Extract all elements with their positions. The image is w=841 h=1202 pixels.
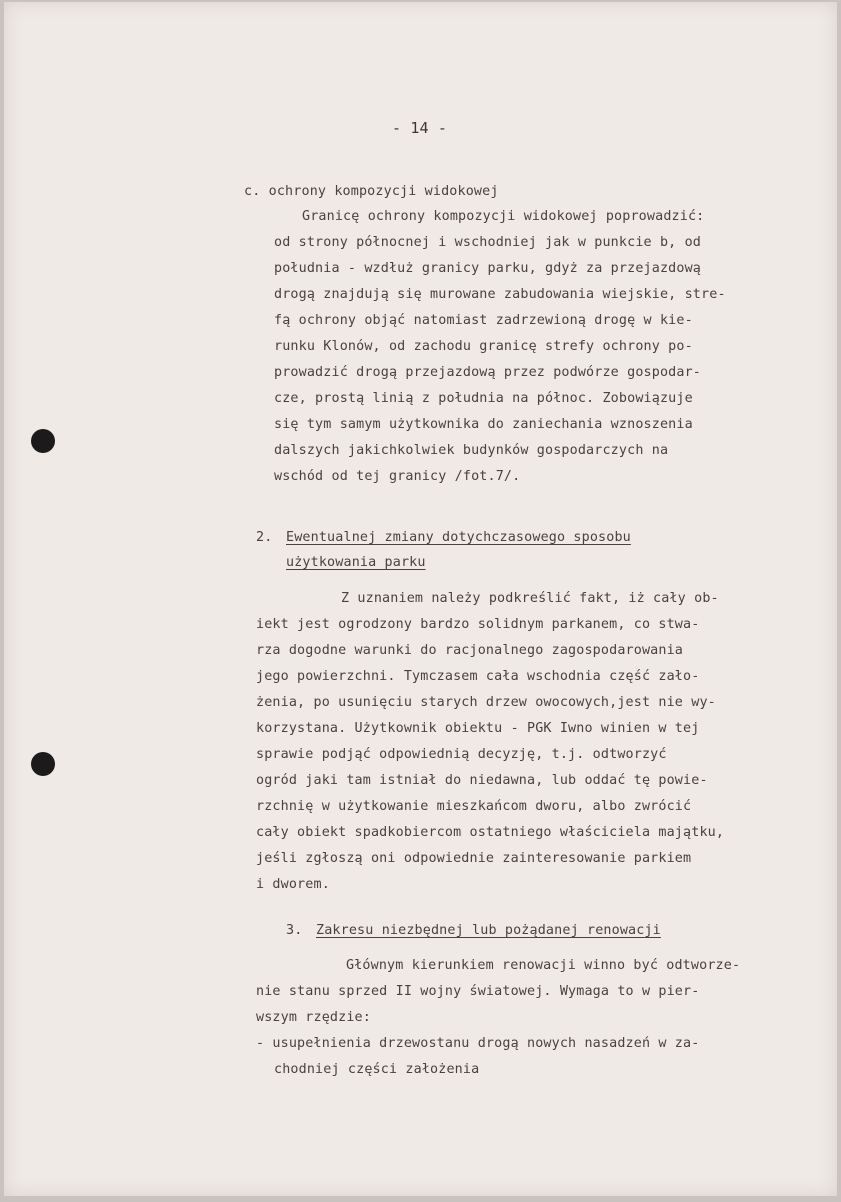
section-2-line: sprawie podjąć odpowiednią decyzję, t.j. odtworzyć [256,747,667,762]
section-3-line: nie stanu sprzed II wojny światowej. Wymaga to w pier- [256,984,700,999]
section-c-line: Granicę ochrony kompozycji widokowej poprowadzić: [302,209,705,224]
section-c-line: wschód od tej granicy /fot.7/. [274,469,521,484]
section-2-line: ogród jaki tam istniał do niedawna, lub oddać tę powie- [256,773,708,788]
punch-hole-upper [31,429,55,453]
section-2-line: żenia, po usunięciu starych drzew owocowych,jest nie wy- [256,695,716,710]
section-2-line: jego powierzchni. Tymczasem cała wschodnia część zało- [256,669,700,684]
section-2-line: rzchnię w użytkowanie mieszkańcom dworu, albo zwrócić [256,799,692,814]
section-3-title: Zakresu niezbędnej lub pożądanej renowacji [316,923,661,938]
section-2-number: 2. [256,530,273,545]
section-3-line: chodniej części założenia [274,1062,480,1077]
section-3-line: Głównym kierunkiem renowacji winno być odtworze- [346,958,741,973]
section-c-line: fą ochrony objąć natomiast zadrzewioną drogę w kie- [274,313,693,328]
punch-hole-lower [31,752,55,776]
section-3-line: wszym rzędzie: [256,1010,371,1025]
section-c-line: prowadzić drogą przejazdową przez podwórze gospodar- [274,365,702,380]
section-c-heading: c. ochrony kompozycji widokowej [244,184,499,199]
section-c-line: od strony północnej i wschodniej jak w punkcie b, od [274,235,702,250]
section-2-line: Z uznaniem należy podkreślić fakt, iż cały ob- [341,591,719,606]
section-c-line: się tym samym użytkownika do zaniechania wznoszenia [274,417,693,432]
section-3-line: - usupełnienia drzewostanu drogą nowych nasadzeń w za- [256,1036,700,1051]
section-3-number: 3. [286,923,303,938]
section-2-title-cont: użytkowania parku [286,555,426,570]
section-2-line: iekt jest ogrodzony bardzo solidnym parkanem, co stwa- [256,617,700,632]
section-c-line: południa - wzdłuż granicy parku, gdyż za przejazdową [274,261,702,276]
section-c-line: runku Klonów, od zachodu granicę strefy ochrony po- [274,339,693,354]
typewritten-page [4,2,837,1196]
page-number: - 14 - [392,119,448,137]
section-2-line: jeśli zgłoszą oni odpowiednie zainteresowanie parkiem [256,851,692,866]
section-2-title: Ewentualnej zmiany dotychczasowego sposobu [286,530,631,545]
section-c-line: cze, prostą linią z południa na północ. Zobowiązuje [274,391,693,406]
section-2-line: cały obiekt spadkobiercom ostatniego właściciela majątku, [256,825,725,840]
section-2-line: rza dogodne warunki do racjonalnego zagospodarowania [256,643,684,658]
section-c-line: drogą znajdują się murowane zabudowania wiejskie, stre- [274,287,726,302]
section-2-line: korzystana. Użytkownik obiektu - PGK Iwno winien w tej [256,721,700,736]
section-2-line: i dworem. [256,877,330,892]
section-c-line: dalszych jakichkolwiek budynków gospodarczych na [274,443,669,458]
